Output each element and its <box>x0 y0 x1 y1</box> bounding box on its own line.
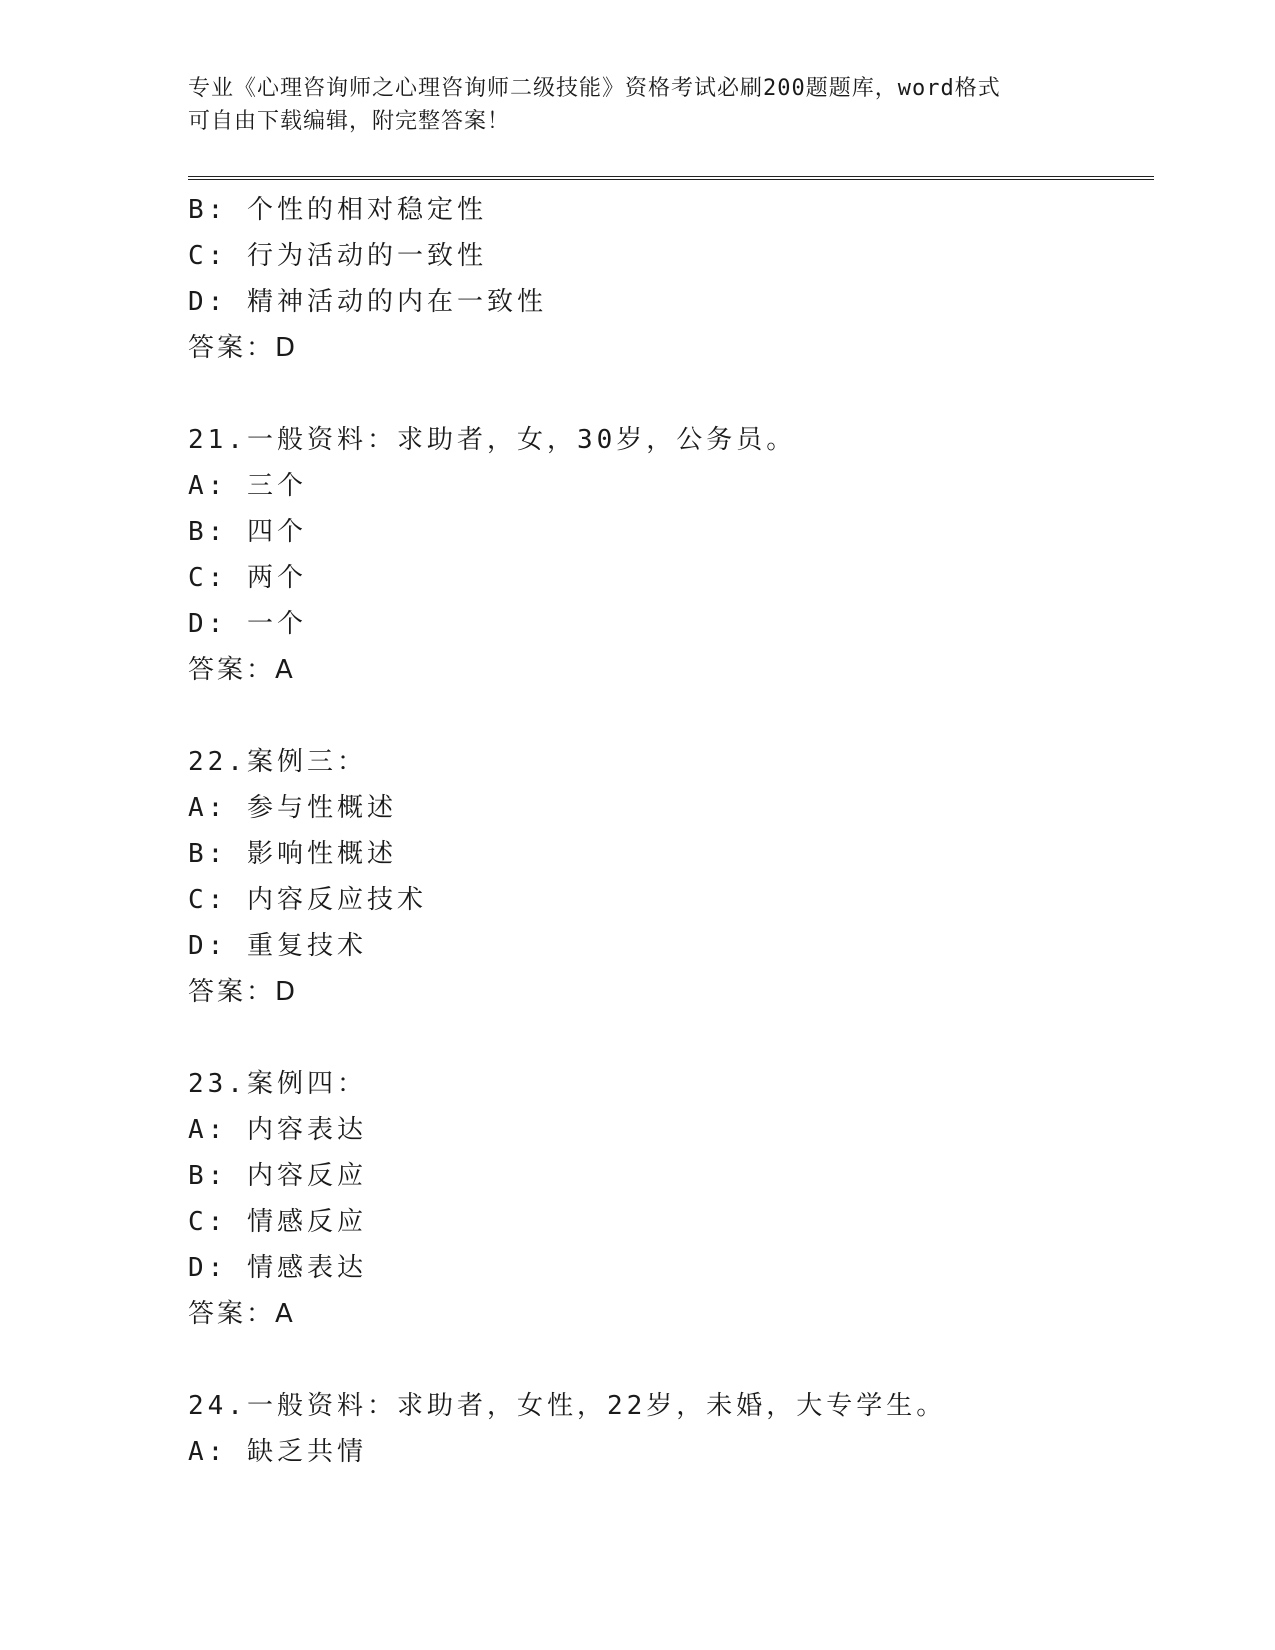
header-title-line2: 可自由下载编辑，附完整答案！ <box>188 109 511 134</box>
option-a: A: 缺乏共情 <box>188 1437 367 1467</box>
option-d: D: 精神活动的内在一致性 <box>188 287 547 317</box>
question-text: 24.一般资料：求助者，女性，22岁，未婚，大专学生。 <box>188 1391 947 1421</box>
option-a: A: 内容表达 <box>188 1115 367 1145</box>
option-b: B: 内容反应 <box>188 1161 367 1191</box>
question-block-22 <box>188 739 1148 1015</box>
option-b: B: 四个 <box>188 517 307 547</box>
option-d: D: 一个 <box>188 609 307 639</box>
question-block-24 <box>188 1383 1148 1475</box>
option-d: D: 重复技术 <box>188 931 367 961</box>
question-text: 22.案例三： <box>188 747 367 777</box>
question-list <box>188 187 1148 1475</box>
option-b: B: 个性的相对稳定性 <box>188 195 487 225</box>
spacer <box>188 1015 1148 1061</box>
option-c: C: 两个 <box>188 563 307 593</box>
option-d: D: 情感表达 <box>188 1253 367 1283</box>
question-block-continued <box>188 187 1148 371</box>
header-divider <box>188 176 1154 180</box>
option-a: A: 参与性概述 <box>188 793 397 823</box>
question-block-23 <box>188 1061 1148 1337</box>
option-c: C: 行为活动的一致性 <box>188 241 487 271</box>
answer-text: 答案：D <box>188 333 299 363</box>
option-b: B: 影响性概述 <box>188 839 397 869</box>
question-block-21 <box>188 417 1148 693</box>
spacer <box>188 1337 1148 1383</box>
document-header <box>188 72 1088 138</box>
answer-text: 答案：A <box>188 1299 296 1329</box>
option-c: C: 情感反应 <box>188 1207 367 1237</box>
header-title-line1: 专业《心理咨询师之心理咨询师二级技能》资格考试必刷200题题库，word格式 <box>188 76 1001 101</box>
question-text: 21.一般资料：求助者，女，30岁，公务员。 <box>188 425 797 455</box>
option-a: A: 三个 <box>188 471 307 501</box>
answer-text: 答案：A <box>188 655 296 685</box>
option-c: C: 内容反应技术 <box>188 885 427 915</box>
spacer <box>188 693 1148 739</box>
answer-text: 答案：D <box>188 977 299 1007</box>
question-text: 23.案例四： <box>188 1069 367 1099</box>
spacer <box>188 371 1148 417</box>
